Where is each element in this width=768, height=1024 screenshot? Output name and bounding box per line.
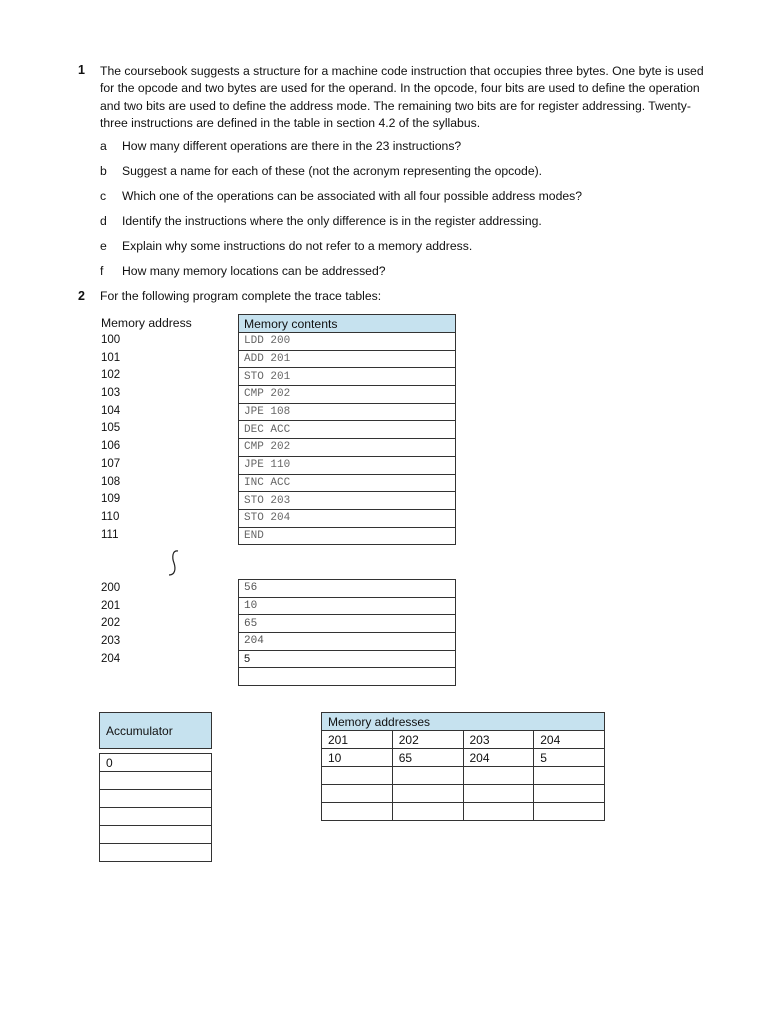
address-label: 107: [101, 457, 121, 470]
address-label: 110: [101, 510, 120, 523]
data-address-list: [101, 580, 120, 668]
address-label: 106: [101, 440, 121, 453]
instruction-cell: ADD 201: [239, 350, 456, 368]
column-header: 204: [534, 731, 605, 749]
address-label: 202: [101, 617, 121, 630]
question-text: The coursebook suggests a structure for a machine code instruction that occupies three bytes. One byte is used for the opcode and two bytes are used for the operand. In the opcode, four bits are used to define the operation and two bits are used to define the address mode. The remaining two bits are for register addressing. Twenty-three instructions are defined in the table in section 4.2 of the syllabus.: [100, 64, 704, 130]
accumulator-cell[interactable]: [100, 772, 212, 790]
trace-cell[interactable]: [322, 803, 393, 821]
column-header: 201: [322, 731, 393, 749]
address-label: 104: [101, 404, 121, 417]
address-label: 103: [101, 387, 121, 400]
instruction-cell: CMP 202: [239, 439, 456, 457]
accumulator-cell[interactable]: [100, 844, 212, 862]
trace-cell[interactable]: 65: [392, 749, 463, 767]
accumulator-cell[interactable]: 0: [100, 754, 212, 772]
part-text: Explain why some instructions do not refer to a memory address.: [122, 239, 473, 253]
instruction-cell: LDD 200: [239, 333, 456, 351]
trace-cell[interactable]: [322, 767, 393, 785]
part-letter: a: [100, 139, 107, 153]
trace-cell[interactable]: [392, 803, 463, 821]
memory-address-heading: Memory address: [101, 316, 192, 330]
program-memory-table: [238, 314, 456, 545]
part-letter: f: [100, 264, 104, 278]
accumulator-trace-table: [99, 712, 212, 862]
instruction-cell: STO 203: [239, 492, 456, 510]
address-label: 105: [101, 422, 121, 435]
instruction-cell: INC ACC: [239, 474, 456, 492]
accumulator-cell[interactable]: [100, 790, 212, 808]
instruction-cell: CMP 202: [239, 386, 456, 404]
trace-cell[interactable]: [392, 767, 463, 785]
data-memory-table: [238, 579, 456, 686]
instruction-cell: JPE 108: [239, 403, 456, 421]
instruction-cell: STO 204: [239, 509, 456, 527]
table-row: [322, 749, 605, 767]
address-label: 108: [101, 475, 121, 488]
trace-cell[interactable]: [322, 785, 393, 803]
instruction-cell: STO 201: [239, 368, 456, 386]
address-label: 109: [101, 493, 121, 506]
question-text: For the following program complete the trace tables:: [100, 289, 382, 303]
data-cell: 65: [239, 615, 456, 633]
address-label: 204: [101, 652, 121, 665]
column-header: 203: [463, 731, 534, 749]
trace-cell[interactable]: 5: [534, 749, 605, 767]
part-letter: c: [100, 189, 107, 203]
question-number: 2: [78, 289, 85, 303]
table-row: [322, 785, 605, 803]
trace-cell[interactable]: [534, 767, 605, 785]
address-label: 102: [101, 369, 121, 382]
instruction-cell: DEC ACC: [239, 421, 456, 439]
data-cell: 56: [239, 580, 456, 598]
instruction-cell: END: [239, 527, 456, 545]
trace-cell[interactable]: [463, 767, 534, 785]
accumulator-cell[interactable]: [100, 808, 212, 826]
part-letter: d: [100, 214, 107, 228]
trace-cell[interactable]: [392, 785, 463, 803]
break-squiggle-icon: [164, 548, 184, 578]
part-text: Which one of the operations can be associated with all four possible address modes?: [122, 189, 583, 203]
address-label: 200: [101, 582, 121, 594]
part-text: How many memory locations can be addressed?: [122, 264, 386, 278]
part-text: Identify the instructions where the only difference is in the register addressing.: [122, 214, 542, 228]
address-label: 101: [101, 351, 121, 364]
memory-addresses-header: Memory addresses: [322, 713, 605, 731]
question-number: 1: [78, 63, 85, 77]
data-cell-empty: [239, 668, 456, 686]
trace-cell[interactable]: [463, 803, 534, 821]
address-label: 111: [101, 528, 119, 541]
data-cell: 10: [239, 597, 456, 615]
part-letter: b: [100, 164, 107, 178]
accumulator-cell[interactable]: [100, 826, 212, 844]
trace-cell[interactable]: 10: [322, 749, 393, 767]
data-cell: 204: [239, 633, 456, 651]
trace-cell[interactable]: [534, 785, 605, 803]
accumulator-header: Accumulator: [100, 713, 212, 749]
memory-contents-header: Memory contents: [239, 315, 456, 333]
trace-cell[interactable]: [463, 785, 534, 803]
instruction-cell: JPE 110: [239, 456, 456, 474]
trace-cell[interactable]: 204: [463, 749, 534, 767]
trace-cell[interactable]: [534, 803, 605, 821]
table-row: [322, 803, 605, 821]
data-cell: 5: [239, 650, 456, 668]
part-letter: e: [100, 239, 107, 253]
address-label: 201: [101, 599, 121, 612]
program-address-list: [101, 332, 120, 544]
part-text: Suggest a name for each of these (not the acronym representing the opcode).: [122, 164, 543, 178]
address-label: 203: [101, 635, 121, 648]
table-row: [322, 767, 605, 785]
address-label: 100: [101, 334, 121, 346]
memory-addresses-trace-table: [321, 712, 605, 821]
column-header: 202: [392, 731, 463, 749]
part-text: How many different operations are there in the 23 instructions?: [122, 139, 462, 153]
